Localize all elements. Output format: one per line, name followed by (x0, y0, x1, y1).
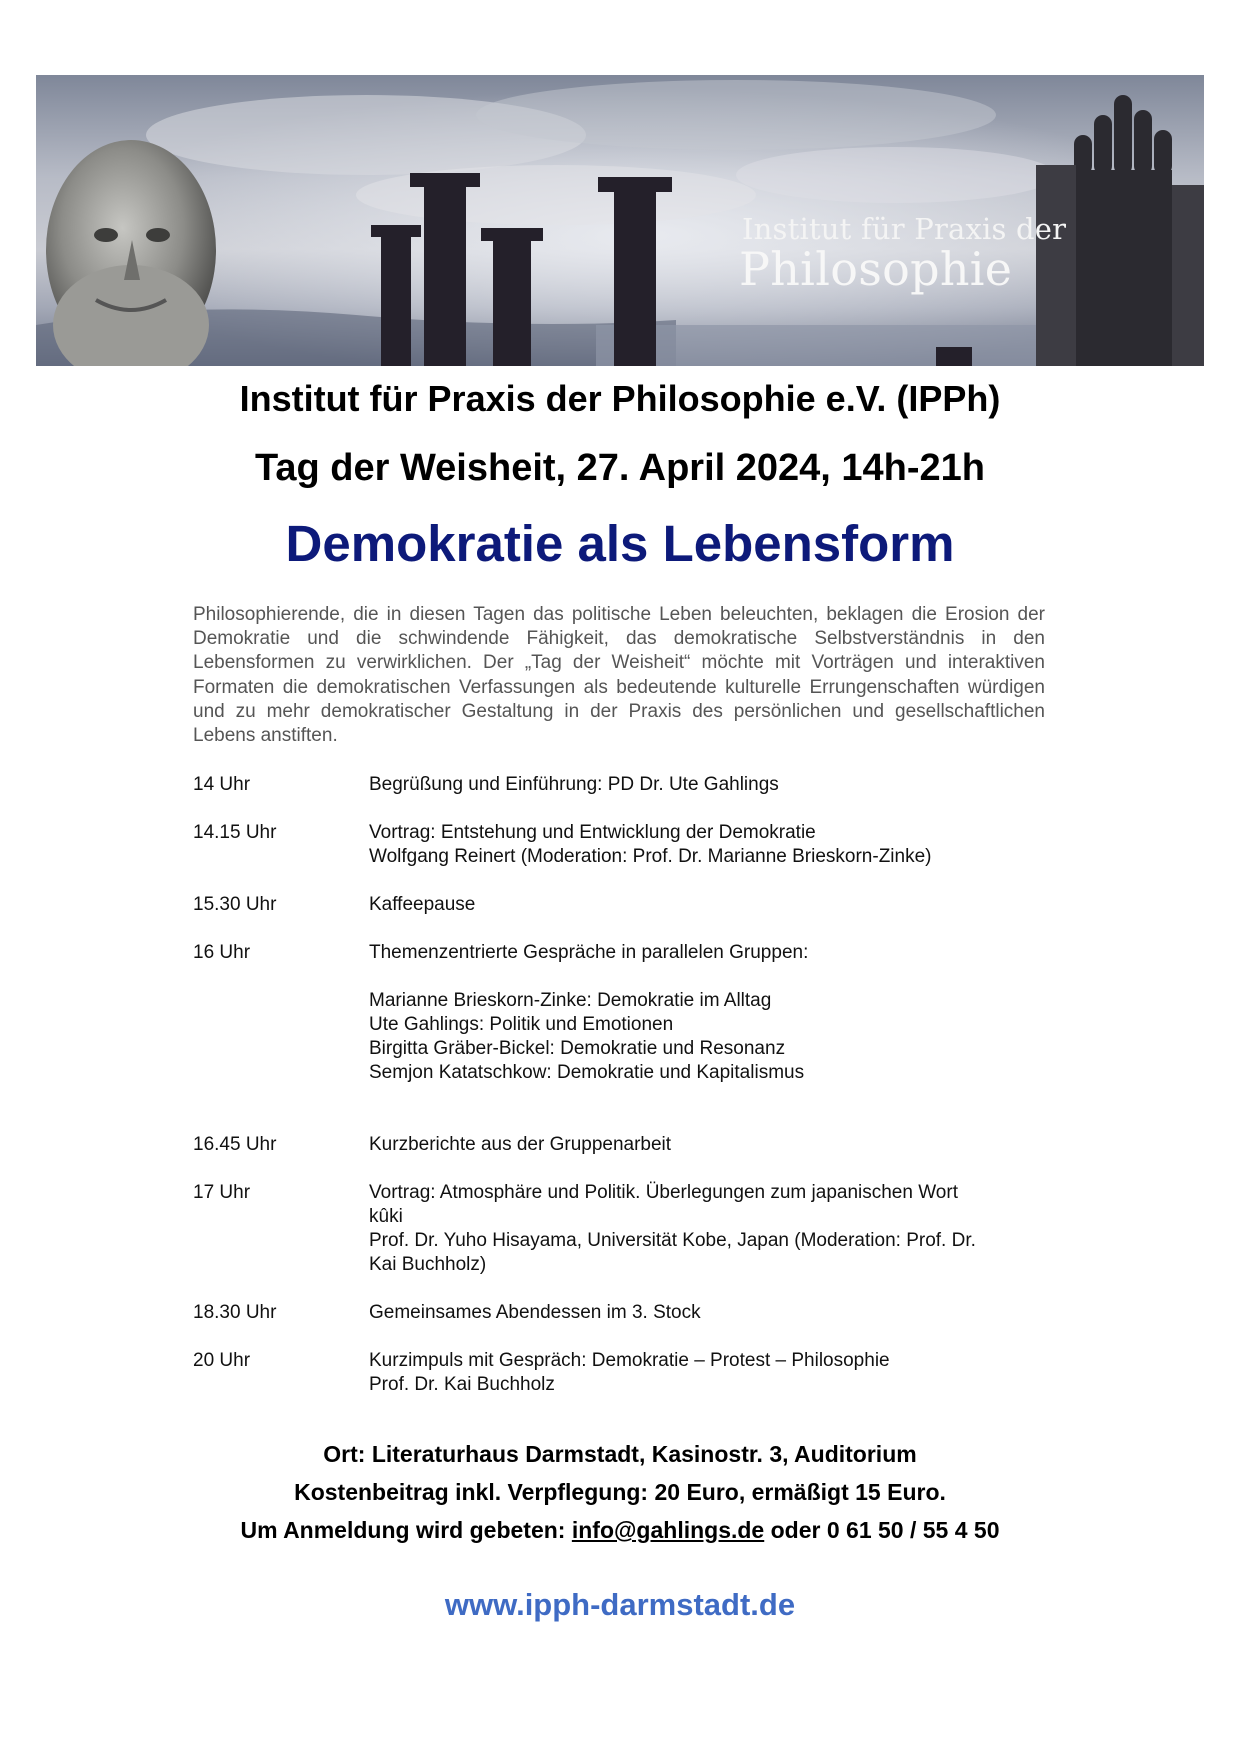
schedule-time: 16 Uhr (193, 942, 251, 963)
registration-info (0, 1517, 1240, 1544)
schedule-time: 17 Uhr (193, 1182, 251, 1203)
schedule-time: 20 Uhr (193, 1350, 251, 1371)
schedule-time: 15.30 Uhr (193, 894, 277, 915)
group-item: Marianne Brieskorn-Zinke: Demokratie im Alltag (369, 990, 772, 1011)
schedule-time: 14 Uhr (193, 774, 251, 795)
schedule-content (369, 1133, 1053, 1157)
registration-phone: oder 0 61 50 / 55 4 50 (764, 1517, 1000, 1543)
schedule-content (369, 1301, 1053, 1325)
schedule-content (369, 1349, 1053, 1397)
schedule-row (193, 1349, 1053, 1397)
schedule-content (369, 893, 1053, 917)
schedule-row (193, 1181, 1053, 1277)
schedule-time: 18.30 Uhr (193, 1302, 277, 1323)
banner-title-line2: Philosophie (739, 242, 1013, 296)
organization-heading: Institut für Praxis der Philosophie e.V. (IPPh) (239, 378, 1001, 419)
venue-info: Ort: Literaturhaus Darmstadt, Kasinostr. 3, Auditorium (323, 1441, 917, 1467)
schedule-line: Kurzberichte aus der Gruppenarbeit (369, 1134, 672, 1155)
event-heading: Tag der Weisheit, 27. April 2024, 14h-21h (254, 447, 985, 489)
schedule-row (193, 821, 1053, 869)
schedule-content (369, 821, 1053, 869)
email-link[interactable]: info@gahlings.de (571, 1517, 765, 1543)
schedule-row (193, 773, 1053, 797)
schedule-line: Begrüßung und Einführung: PD Dr. Ute Gahlings (369, 774, 779, 795)
schedule-line: Prof. Dr. Yuho Hisayama, Universität Kobe, Japan (Moderation: Prof. Dr. (369, 1230, 976, 1251)
schedule-line: Vortrag: Atmosphäre und Politik. Überlegungen zum japanischen Wort (369, 1182, 958, 1203)
header-banner (36, 75, 1204, 366)
schedule-row (193, 941, 1053, 1085)
cost-info: Kostenbeitrag inkl. Verpflegung: 20 Euro, ermäßigt 15 Euro. (294, 1479, 946, 1505)
schedule-time: 16.45 Uhr (193, 1134, 277, 1155)
registration-prefix: Um Anmeldung wird gebeten: (240, 1517, 572, 1543)
banner-title-line1: Institut für Praxis der (742, 212, 1067, 246)
schedule-row (193, 1133, 1053, 1157)
schedule-line: Prof. Dr. Kai Buchholz (369, 1374, 555, 1395)
schedule-content (369, 773, 1053, 797)
group-item: Birgitta Gräber-Bickel: Demokratie und Resonanz (369, 1038, 786, 1059)
intro-paragraph: Philosophierende, die in diesen Tagen das politische Leben beleuchten, beklagen die Erosion der Demokratie und die schwindende Fähigkeit, das demokratische Selbstverständnis in den Lebensformen zu verwirklichen. Der „Tag der Weisheit“ möchte mit Vorträgen und interaktiven Formaten die demokratischen Verfassungen als bedeutende kulturelle Errungenschaften würdigen und zu mehr demokratischer Gestaltung in der Praxis des persönlichen und gesellschaftlichen Lebens anstiften. (193, 604, 1045, 747)
schedule-content (369, 1181, 1053, 1277)
website-link[interactable]: www.ipph-darmstadt.de (444, 1587, 796, 1622)
schedule-line: Vortrag: Entstehung und Entwicklung der Demokratie (369, 822, 816, 843)
socrates-bust-icon (46, 140, 216, 366)
spacer (369, 965, 1053, 989)
schedule-time: 14.15 Uhr (193, 822, 277, 843)
schedule-line: Kai Buchholz) (369, 1254, 487, 1275)
schedule-row (193, 1301, 1053, 1325)
group-item: Ute Gahlings: Politik und Emotionen (369, 1014, 674, 1035)
schedule-line: Wolfgang Reinert (Moderation: Prof. Dr. Marianne Brieskorn-Zinke) (369, 846, 932, 867)
schedule-line: kûki (369, 1206, 403, 1227)
schedule-row (193, 893, 1053, 917)
schedule (193, 773, 1053, 1421)
schedule-line: Gemeinsames Abendessen im 3. Stock (369, 1302, 701, 1323)
schedule-line: Kurzimpuls mit Gespräch: Demokratie – Protest – Philosophie (369, 1350, 890, 1371)
group-item: Semjon Katatschkow: Demokratie und Kapitalismus (369, 1062, 805, 1083)
schedule-line: Kaffeepause (369, 894, 476, 915)
theme-heading: Demokratie als Lebensform (285, 515, 955, 572)
schedule-content (369, 941, 1053, 1085)
schedule-line: Themenzentrierte Gespräche in parallelen Gruppen: (369, 942, 809, 963)
